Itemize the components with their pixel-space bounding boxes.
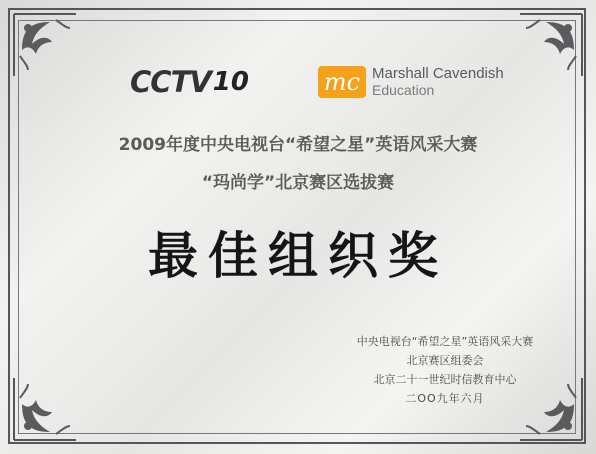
cctv-channel-number: 10 [212,67,249,97]
cctv10-logo [130,66,249,98]
mc-name: Marshall Cavendish [372,65,504,82]
corner-ornament-icon [516,10,586,80]
corner-ornament-icon [10,10,80,80]
issuer-line-1: 中央电视台“希望之星”英语风采大赛 [356,335,534,348]
event-subtitle: “玛尚学”北京赛区选拔赛 [201,173,395,193]
award-name: 最佳组织奖 [148,226,448,285]
issue-date: 二OO九年六月 [405,392,485,405]
cctv-logo-text: CCTV [130,65,211,99]
mc-sub: Education [372,82,435,98]
corner-ornament-icon [10,374,80,444]
marshall-cavendish-logo [318,66,504,98]
mc-wordmark [372,66,504,98]
issuer-line-2: 北京赛区组委会 [406,354,484,367]
mc-badge-icon: mc [318,66,366,98]
event-title: 2009年度中央电视台“希望之星”英语风采大赛 [118,135,478,155]
issuer-line-3: 北京二十一世纪时信教育中心 [373,373,517,386]
